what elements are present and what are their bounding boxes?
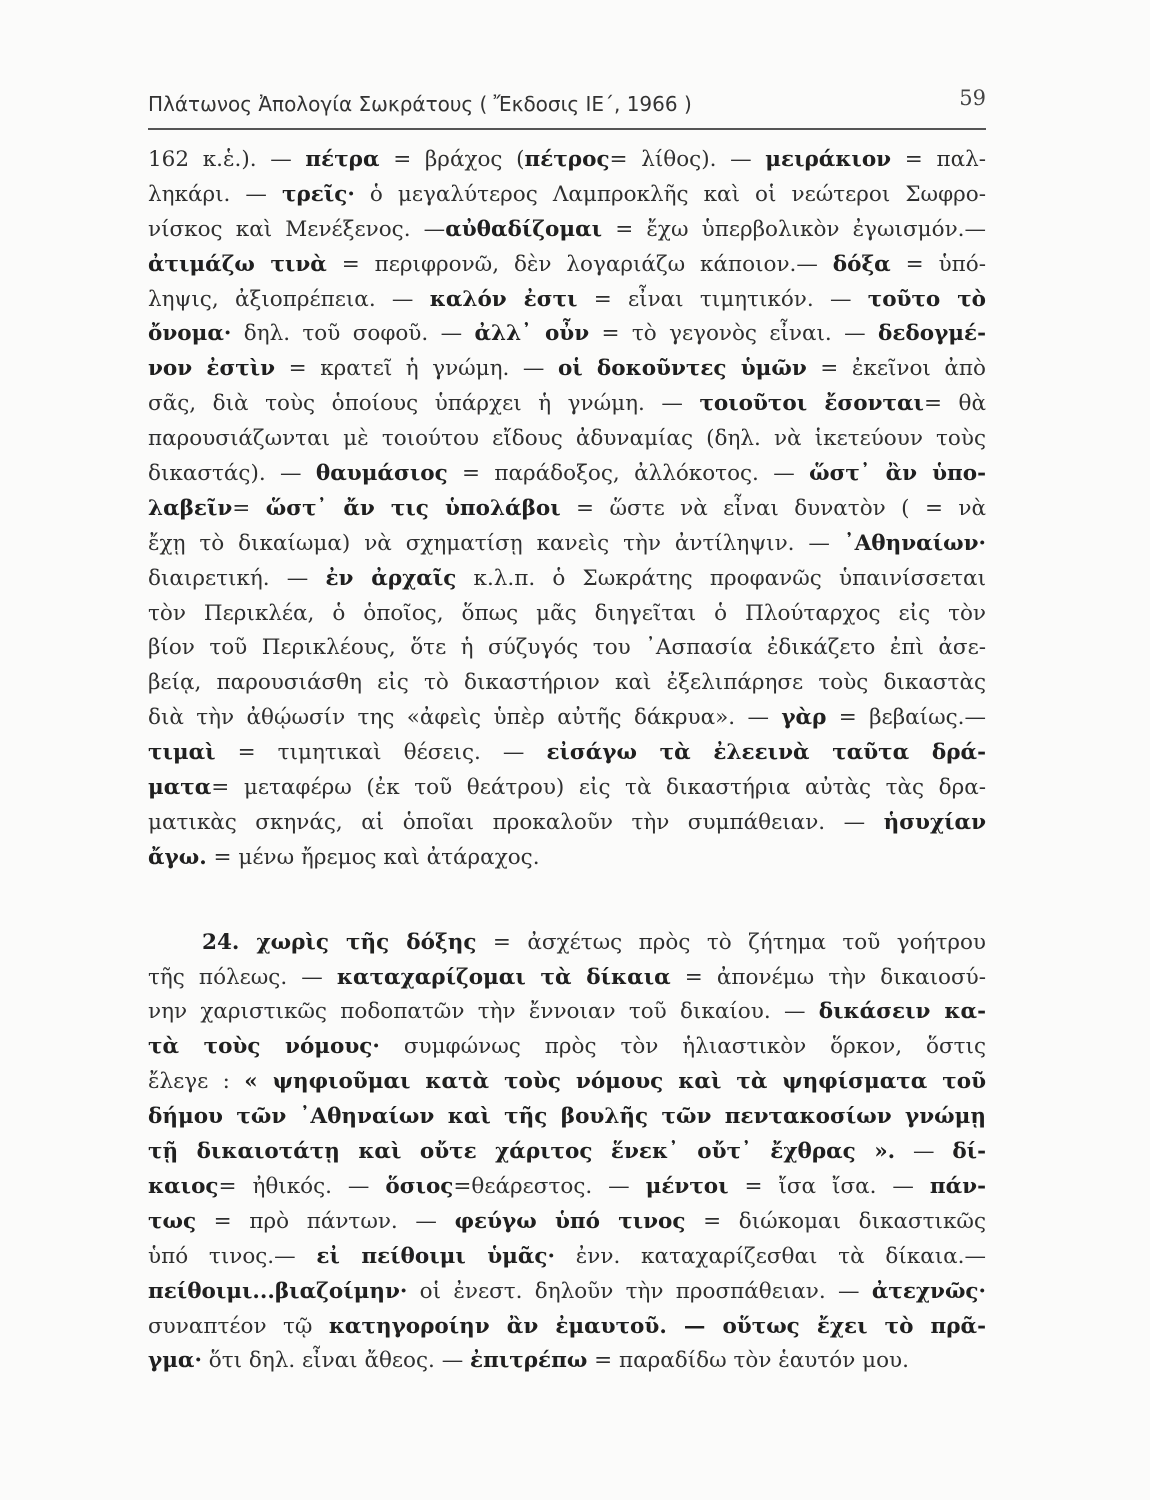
text-line <box>148 806 986 841</box>
headword: ἡσυχίαν <box>883 809 986 835</box>
gloss-text: = μένω ἤρεμος καὶ ἀτάραχος. <box>206 844 540 870</box>
text-line <box>148 1344 986 1379</box>
text-line <box>148 178 986 213</box>
text-line <box>148 771 986 806</box>
headword: ἐπιτρέπω <box>470 1348 588 1374</box>
headword: ματα <box>148 775 212 801</box>
headword: οἱ δοκοῦντες ὑμῶν <box>557 356 807 382</box>
headword: τὰ τοὺς νόμους· <box>148 1034 380 1060</box>
text-line <box>148 492 986 527</box>
gloss-text: = παραδίδω τὸν ἑαυτόν μου. <box>587 1348 909 1374</box>
text-line <box>148 143 986 178</box>
text-line <box>148 1205 986 1240</box>
headword: τιμαὶ <box>148 740 216 766</box>
gloss-text: δηλ. τοῦ σοφοῦ. — <box>231 321 475 347</box>
gloss-text: σᾶς, διὰ τοὺς ὁποίους ὑπάρχει ἡ γνώμη. — <box>148 391 700 417</box>
gloss-text: = ἀπονέμω τὴν δικαιοσύ- <box>670 964 986 990</box>
text-line <box>148 631 986 666</box>
text-line <box>148 527 986 562</box>
text-line <box>148 666 986 701</box>
headword: αὐθαδίζομαι <box>445 216 603 242</box>
headword: πείθοιμι...βιαζοίμην· <box>148 1278 408 1304</box>
headword: δί- <box>952 1139 986 1165</box>
gloss-text: διὰ τὴν ἀθῴωσίν της «ἀφεὶς ὑπὲρ αὐτῆς δάκρυα». — <box>148 705 782 731</box>
header-rule <box>148 128 986 130</box>
gloss-text: = βράχος ( <box>379 147 525 172</box>
gloss-text: νίσκος καὶ Μενέξενος. — <box>148 216 446 242</box>
gloss-text: = ἐκεῖνοι ἀπὸ <box>806 356 986 382</box>
gloss-text: νην χαριστικῶς ποδοπατῶν τὴν ἔννοιαν τοῦ δικαίου. — <box>148 999 819 1025</box>
text-line <box>148 562 986 597</box>
gloss-text: ληκάρι. — <box>148 181 283 207</box>
headword: καλόν ἐστι <box>429 286 578 312</box>
headword: ἀτιμάζω τινὰ <box>148 251 327 277</box>
gloss-text: 162 κ.ἑ.). — <box>148 147 306 172</box>
paragraph-gap <box>148 876 986 926</box>
headword: « ψηφιοῦμαι κατὰ τοὺς νόμους καὶ τὰ ψηφίσματα τοῦ <box>244 1069 986 1095</box>
gloss-text: = διώκομαι δικαστικῶς <box>685 1208 986 1234</box>
text-line <box>148 995 986 1030</box>
text-line <box>148 213 986 248</box>
text-line <box>148 283 986 318</box>
paragraph-2 <box>148 926 986 1380</box>
gloss-text: =θεάρεστος. — <box>453 1173 646 1199</box>
running-header <box>148 86 986 122</box>
headword: 24. χωρὶς τῆς δόξης <box>202 929 477 955</box>
text-line <box>148 457 986 492</box>
headword: γμα· <box>148 1348 202 1374</box>
gloss-text: κ.λ.π. ὁ Σωκράτης προφανῶς ὑπαινίσσεται <box>456 565 986 591</box>
text-line <box>148 926 986 961</box>
headword: ὄνομα· <box>148 321 232 347</box>
gloss-text: = ἴσα ἴσα. — <box>728 1173 930 1199</box>
headword: ἄγω. <box>148 844 207 870</box>
gloss-text: συναπτέον τῷ <box>148 1313 329 1339</box>
text-line <box>148 841 986 876</box>
headword: μειράκιον <box>765 147 892 172</box>
gloss-text: = εἶναι τιμητικόν. — <box>577 286 868 312</box>
headword: δεδογμέ- <box>877 321 986 347</box>
body-text <box>148 143 986 1379</box>
text-line <box>148 1275 986 1310</box>
gloss-text: δικαστάς). — <box>148 461 316 487</box>
headword: εἰ πείθοιμι ὑμᾶς· <box>316 1243 555 1269</box>
headword: ἀτεχνῶς· <box>871 1278 986 1304</box>
text-line <box>148 1170 986 1205</box>
headword: μέντοι <box>645 1173 729 1199</box>
headword: τοιοῦτοι ἔσονται <box>699 391 924 417</box>
gloss-text: = ἔχω ὑπερβολικὸν ἐγωισμόν.— <box>602 216 986 242</box>
gloss-text: = ἠθικός. — <box>218 1173 386 1199</box>
headword: ὥστ᾽ ἂν ὑπο- <box>809 461 986 487</box>
headword: ὅσιος <box>385 1173 454 1199</box>
headword: φεύγω ὑπό τινος <box>454 1208 686 1234</box>
gloss-text: = <box>232 495 266 521</box>
gloss-text: παρουσιάζωνται μὲ τοιούτου εἴδους ἀδυναμίας (δηλ. νὰ ἱκετεύουν τοὺς <box>148 426 986 452</box>
gloss-text: ἔχῃ τὸ δικαίωμα) νὰ σχηματίσῃ κανεὶς τὴν ἀντίληψιν. — <box>148 530 844 556</box>
gloss-text: = βεβαίως.— <box>826 705 986 731</box>
gloss-text: = τὸ γεγονὸς εἶναι. — <box>589 321 878 347</box>
gloss-text: ὁ μεγαλύτερος Λαμπροκλῆς καὶ οἱ νεώτεροι Σωφρο- <box>354 181 986 207</box>
gloss-text: = ὥστε νὰ εἶναι δυνατὸν ( = νὰ <box>560 495 986 521</box>
gloss-text: βείᾳ, παρουσιάσθη εἰς τὸ δικαστήριον καὶ ἐξελιπάρησε τοὺς δικαστὰς <box>148 670 986 696</box>
gloss-text: = παράδοξος, ἀλλόκοτος. — <box>447 461 810 487</box>
headword: εἰσάγω τὰ ἐλεεινὰ ταῦτα δρά- <box>546 740 986 766</box>
headword: τως <box>148 1208 197 1234</box>
headword: πάν- <box>929 1173 986 1199</box>
headword: τοῦτο τὸ <box>867 286 986 312</box>
headword: ᾿Αθηναίων· <box>843 530 986 556</box>
text-line <box>148 701 986 736</box>
text-line <box>148 387 986 422</box>
gloss-text: = λίθος). — <box>609 147 766 172</box>
gloss-text: ὅτι δηλ. εἶναι ἄθεος. — <box>201 1348 471 1374</box>
gloss-text: τὸν Περικλέα, ὁ ὁποῖος, ὅπως μᾶς διηγεῖται ὁ Πλούταρχος εἰς τὸν <box>148 600 986 626</box>
gloss-text: οἱ ἐνεστ. δηλοῦν τὴν προσπάθειαν. — <box>407 1278 872 1304</box>
headword: γὰρ <box>781 705 827 731</box>
text-line <box>148 248 986 283</box>
gloss-text: = ἀσχέτως πρὸς τὸ ζήτημα τοῦ γοήτρου <box>476 929 986 955</box>
headword: θαυμάσιος <box>315 461 448 487</box>
text-line <box>148 1030 986 1065</box>
gloss-text: ἔλεγε : <box>148 1069 245 1095</box>
gloss-text: συμφώνως πρὸς τὸν ἡλιαστικὸν ὅρκον, ὅστις <box>379 1034 986 1060</box>
text-line <box>148 1065 986 1100</box>
headword: κατηγοροίην ἂν ἐμαυτοῦ. — οὕτως ἔχει τὸ πρᾶ- <box>328 1313 986 1339</box>
gloss-text: = παλ- <box>891 147 986 172</box>
headword: δόξα <box>832 251 891 277</box>
headword: νον ἐστὶν <box>148 356 276 382</box>
text-line <box>148 1310 986 1345</box>
headword: τῇ δικαιοτάτῃ καὶ οὔτε χάριτος ἕνεκ᾽ οὔτ᾽ ἔχθρας ». <box>148 1139 896 1165</box>
headword: ὥστ᾽ ἄν τις ὑπολάβοι <box>265 495 561 521</box>
gloss-text: = πρὸ πάντων. — <box>196 1208 455 1234</box>
gloss-text: = μεταφέρω (ἐκ τοῦ θεάτρου) εἰς τὰ δικαστήρια αὐτὰς τὰς δρα- <box>211 775 986 801</box>
gloss-text: = τιμητικαὶ θέσεις. — <box>215 740 547 766</box>
gloss-text: βίον τοῦ Περικλέους, ὅτε ἡ σύζυγός του ᾿Ασπασία ἐδικάζετο ἐπὶ ἀσε- <box>148 635 986 661</box>
text-line <box>148 352 986 387</box>
paragraph-1 <box>148 143 986 876</box>
text-line <box>148 317 986 352</box>
headword: καιος <box>148 1173 219 1199</box>
gloss-text: τῆς πόλεως. — <box>148 964 337 990</box>
gloss-text: διαιρετική. — <box>148 565 326 591</box>
headword: ἀλλ᾽ οὖν <box>474 321 590 347</box>
gloss-text: ἐνν. καταχαρίζεσθαι τὰ δίκαια.— <box>554 1243 986 1269</box>
headword: πέτρα <box>305 147 380 172</box>
headword: λαβεῖν <box>148 495 233 521</box>
headword: πέτρος <box>524 147 610 172</box>
text-line <box>148 1100 986 1135</box>
text-line <box>148 1135 986 1170</box>
text-line <box>148 736 986 771</box>
gloss-text: ληψις, ἀξιοπρέπεια. — <box>148 286 430 312</box>
headword: καταχαρίζομαι τὰ δίκαια <box>336 964 671 990</box>
gloss-text: — <box>895 1139 953 1165</box>
text-line <box>148 597 986 632</box>
gloss-text: = κρατεῖ ἡ γνώμη. — <box>275 356 558 382</box>
headword: δήμου τῶν ᾿Αθηναίων καὶ τῆς βουλῆς τῶν πεντακοσίων γνώμῃ <box>148 1104 986 1130</box>
gloss-text: = θὰ <box>923 391 986 417</box>
text-line <box>148 1240 986 1275</box>
headword: τρεῖς· <box>282 181 355 207</box>
header-title: Πλάτωνος Ἀπολογία Σωκράτους ( Ἔκδοσις ΙΕ΄, 1966 ) <box>148 92 692 116</box>
gloss-text: ὑπό τινος.— <box>148 1243 317 1269</box>
gloss-text: ματικὰς σκηνάς, αἱ ὁποῖαι προκαλοῦν τὴν συμπάθειαν. — <box>148 809 884 835</box>
headword: ἐν ἀρχαῖς <box>325 565 457 591</box>
gloss-text: = ὑπό- <box>890 251 986 277</box>
gloss-text: = περιφρονῶ, δὲν λογαριάζω κάποιον.— <box>326 251 833 277</box>
headword: δικάσειν κα- <box>818 999 986 1025</box>
text-line <box>148 961 986 996</box>
text-line <box>148 422 986 457</box>
page-number: 59 <box>959 86 986 110</box>
